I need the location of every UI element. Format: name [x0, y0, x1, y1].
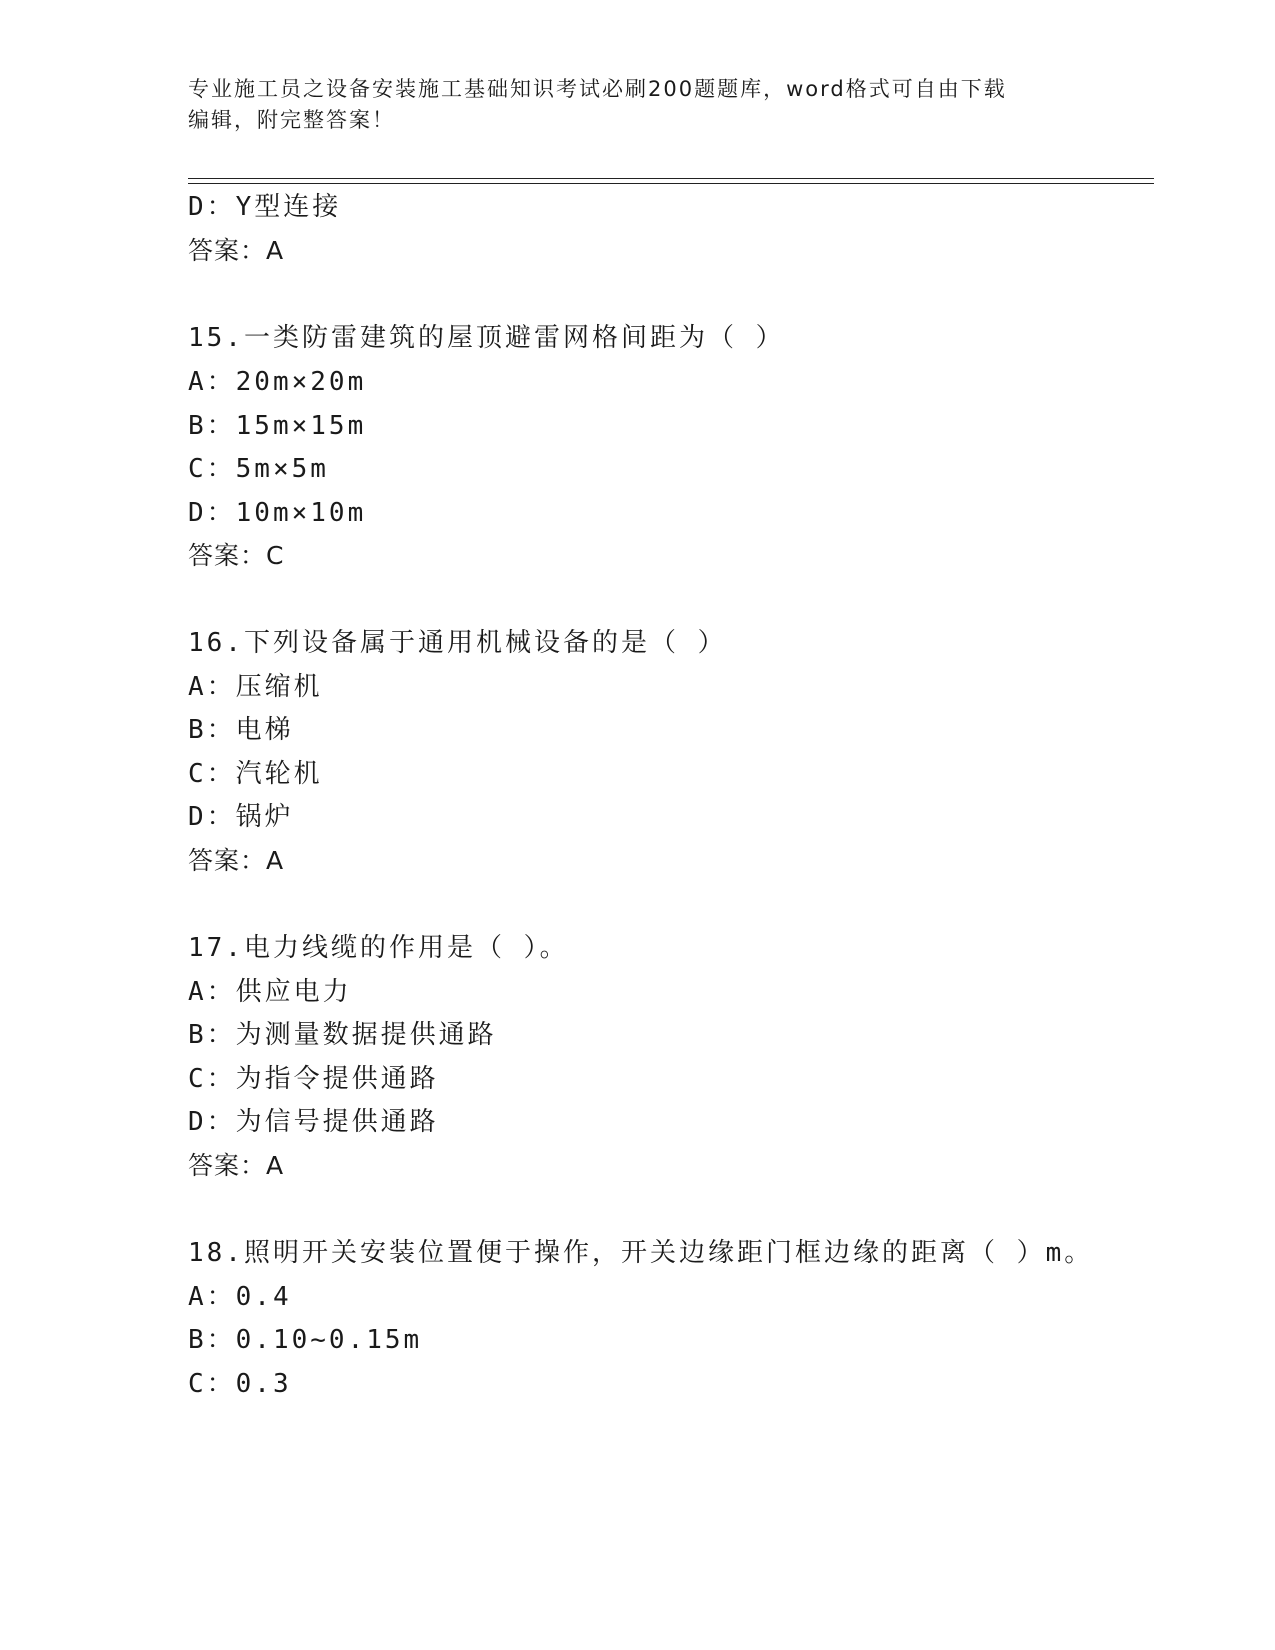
header-title-line1: 专业施工员之设备安装施工基础知识考试必刷200题题库，word格式可自由下载 — [188, 77, 1007, 101]
q17-option-a: A：供应电力 — [188, 977, 352, 1007]
header-divider-bottom — [188, 183, 1154, 184]
header-divider-top — [188, 178, 1154, 179]
q16-option-c: C：汽轮机 — [188, 759, 323, 789]
q18-option-a: A：0.4 — [188, 1282, 292, 1312]
q16-option-a: A：压缩机 — [188, 672, 323, 702]
q15-option-d: D：10m×10m — [188, 498, 367, 528]
q17-option-b: B：为测量数据提供通路 — [188, 1020, 497, 1050]
q16-option-d: D：锅炉 — [188, 802, 294, 832]
q16-answer: 答案：A — [188, 846, 285, 875]
q15-answer: 答案：C — [188, 541, 285, 570]
q15-question: 15.一类防雷建筑的屋顶避雷网格间距为（ ） — [188, 323, 785, 353]
document-header — [188, 74, 1068, 136]
q18-question: 18.照明开关安装位置便于操作，开关边缘距门框边缘的距离（ ）m。 — [188, 1238, 1094, 1268]
q16-question: 16.下列设备属于通用机械设备的是（ ） — [188, 628, 727, 658]
prev-option-d: D：Y型连接 — [188, 192, 342, 222]
q15-option-c: C：5m×5m — [188, 454, 329, 484]
q16-option-b: B：电梯 — [188, 715, 294, 745]
q17-option-d: D：为信号提供通路 — [188, 1107, 439, 1137]
q15-option-b: B：15m×15m — [188, 411, 367, 441]
q18-option-c: C：0.3 — [188, 1369, 292, 1399]
q17-option-c: C：为指令提供通路 — [188, 1064, 439, 1094]
q15-option-a: A：20m×20m — [188, 367, 367, 397]
header-title-line2: 编辑，附完整答案！ — [188, 108, 395, 132]
q18-option-b: B：0.10~0.15m — [188, 1325, 423, 1355]
prev-answer: 答案：A — [188, 236, 285, 265]
q17-question: 17.电力线缆的作用是（ ）。 — [188, 933, 569, 963]
q17-answer: 答案：A — [188, 1151, 285, 1180]
